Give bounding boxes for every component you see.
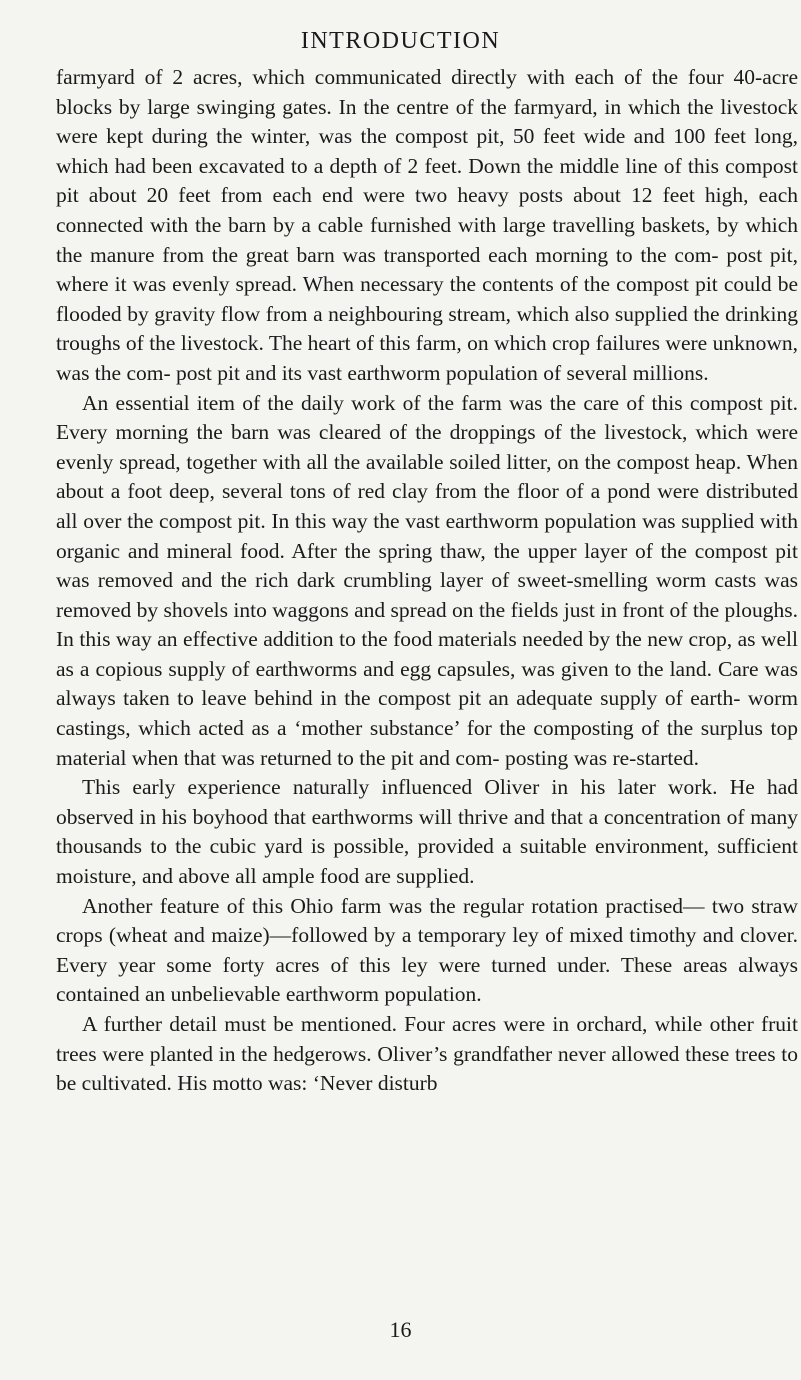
- body-text: [56, 63, 798, 1099]
- paragraph-1: farmyard of 2 acres, which communicated directly with each of the four 40-acre blocks by large swinging gates. In the centre of the farmyard, in which the livestock were kept during the winter, was the compost pit, 50 feet wide and 100 feet long, which had been excavated to a depth of 2 feet. Down the middle line of this compost pit about 20 feet from each end were two heavy posts about 12 feet high, each connected with the barn by a cable furnished with large travelling baskets, by which the manure from the great barn was transported each morning to the com- post pit, where it was evenly spread. When necessary the contents of the compost pit could be flooded by gravity flow from a neighbouring stream, which also supplied the drinking troughs of the livestock. The heart of this farm, on which crop failures were unknown, was the com- post pit and its vast earthworm population of several millions.: [56, 65, 798, 385]
- paragraph-3: This early experience naturally influenced Oliver in his later work. He had observed in his boyhood that earthworms will thrive and that a concentration of many thousands to the cubic yard is possible, provided a suitable environment, sufficient moisture, and above all ample food are supplied.: [56, 775, 798, 889]
- paragraph-5: A further detail must be mentioned. Four acres were in orchard, while other fruit trees were planted in the hedgerows. Oliver’s grandfather never allowed these trees to be cultivated. His motto was: ‘Never disturb: [56, 1012, 798, 1096]
- running-head: INTRODUCTION: [300, 28, 501, 54]
- paragraph-4: Another feature of this Ohio farm was the regular rotation practised— two straw crops (wheat and maize)—followed by a temporary ley of mixed timothy and clover. Every year some forty acres of this ley were turned under. These areas always contained an unbelievable earthworm population.: [56, 893, 798, 1007]
- page-number: 16: [389, 1317, 412, 1342]
- paragraph-2: An essential item of the daily work of the farm was the care of this compost pit. Every morning the barn was cleared of the droppings of the livestock, which were evenly spread, together with all the available soiled litter, on the compost heap. When about a foot deep, several tons of red clay from the floor of a pond were distributed all over the compost pit. In this way the vast earthworm population was supplied with organic and mineral food. After the spring thaw, the upper layer of the compost pit was removed and the rich dark crumbling layer of sweet-smelling worm casts was removed by shovels into waggons and spread on the fields just in front of the ploughs. In this way an effective addition to the food materials needed by the new crop, as well as a copious supply of earthworms and egg capsules, was given to the land. Care was always taken to leave behind in the compost pit an adequate supply of earth- worm castings, which acted as a ‘mother substance’ for the composting of the surplus top material when that was returned to the pit and com- posting was re-started.: [56, 390, 798, 770]
